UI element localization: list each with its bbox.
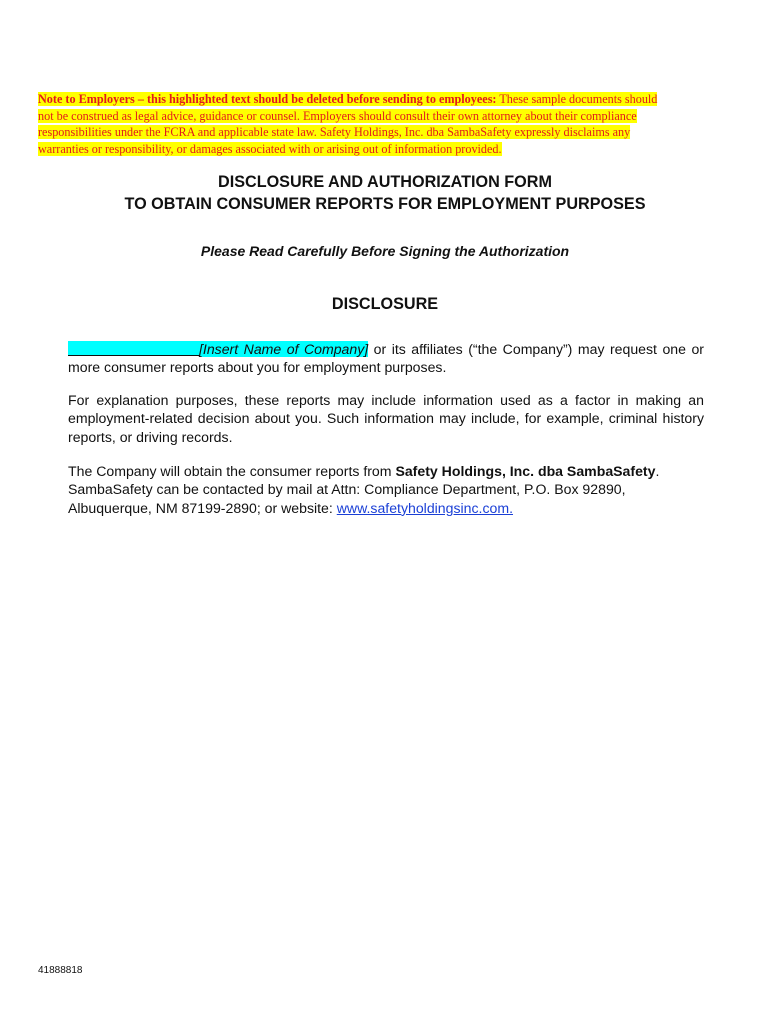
disclosure-heading: DISCLOSURE — [331, 295, 439, 313]
company-name-placeholder: [Insert Name of Company] — [199, 341, 369, 357]
form-subtitle: Please Read Carefully Before Signing the Authorization — [200, 243, 570, 259]
employer-note-body: These sample documents should not be construed as legal advice, guidance or counsel. Employers should consult their own attorney about their compliance responsibilities under the FCRA and applicable state law. Safety Holdings, Inc. dba SambaSafety expressly disclaims any warranties or responsibility, or damages associated with or arising out of information provided. — [38, 92, 658, 156]
company-name-blank[interactable] — [68, 341, 199, 356]
employer-note — [38, 91, 668, 157]
employer-note-lead: Note to Employers – this highlighted text should be deleted before sending to employees: — [38, 92, 497, 106]
disclosure-paragraph-2: For explanation purposes, these reports may include information used as a factor in making an employment-related decision about you. Such information may include, for example, criminal history reports, or driving records. — [68, 392, 704, 445]
disclosure-paragraph-3-contact: . SambaSafety can be contacted by mail at Attn: Compliance Department, P.O. Box 92890, Albuquerque, NM 87199-2890; or website: — [68, 463, 660, 516]
agency-name: Safety Holdings, Inc. dba SambaSafety — [395, 463, 656, 479]
disclosure-paragraph-3-prefix: The Company will obtain the consumer reports from — [68, 463, 396, 479]
disclosure-paragraph-1 — [68, 340, 704, 377]
disclosure-paragraph-3 — [68, 462, 704, 517]
form-title-line-1: DISCLOSURE AND AUTHORIZATION FORM — [218, 173, 552, 191]
website-link[interactable]: www.safetyholdingsinc.com. — [336, 499, 513, 516]
form-title-line-2: TO OBTAIN CONSUMER REPORTS FOR EMPLOYMENT PURPOSES — [124, 195, 646, 213]
document-id: 41888818 — [38, 965, 83, 976]
disclosure-paragraph-1-text: or its affiliates (“the Company”) may request one or more consumer reports about you for employment purposes. — [68, 341, 704, 376]
